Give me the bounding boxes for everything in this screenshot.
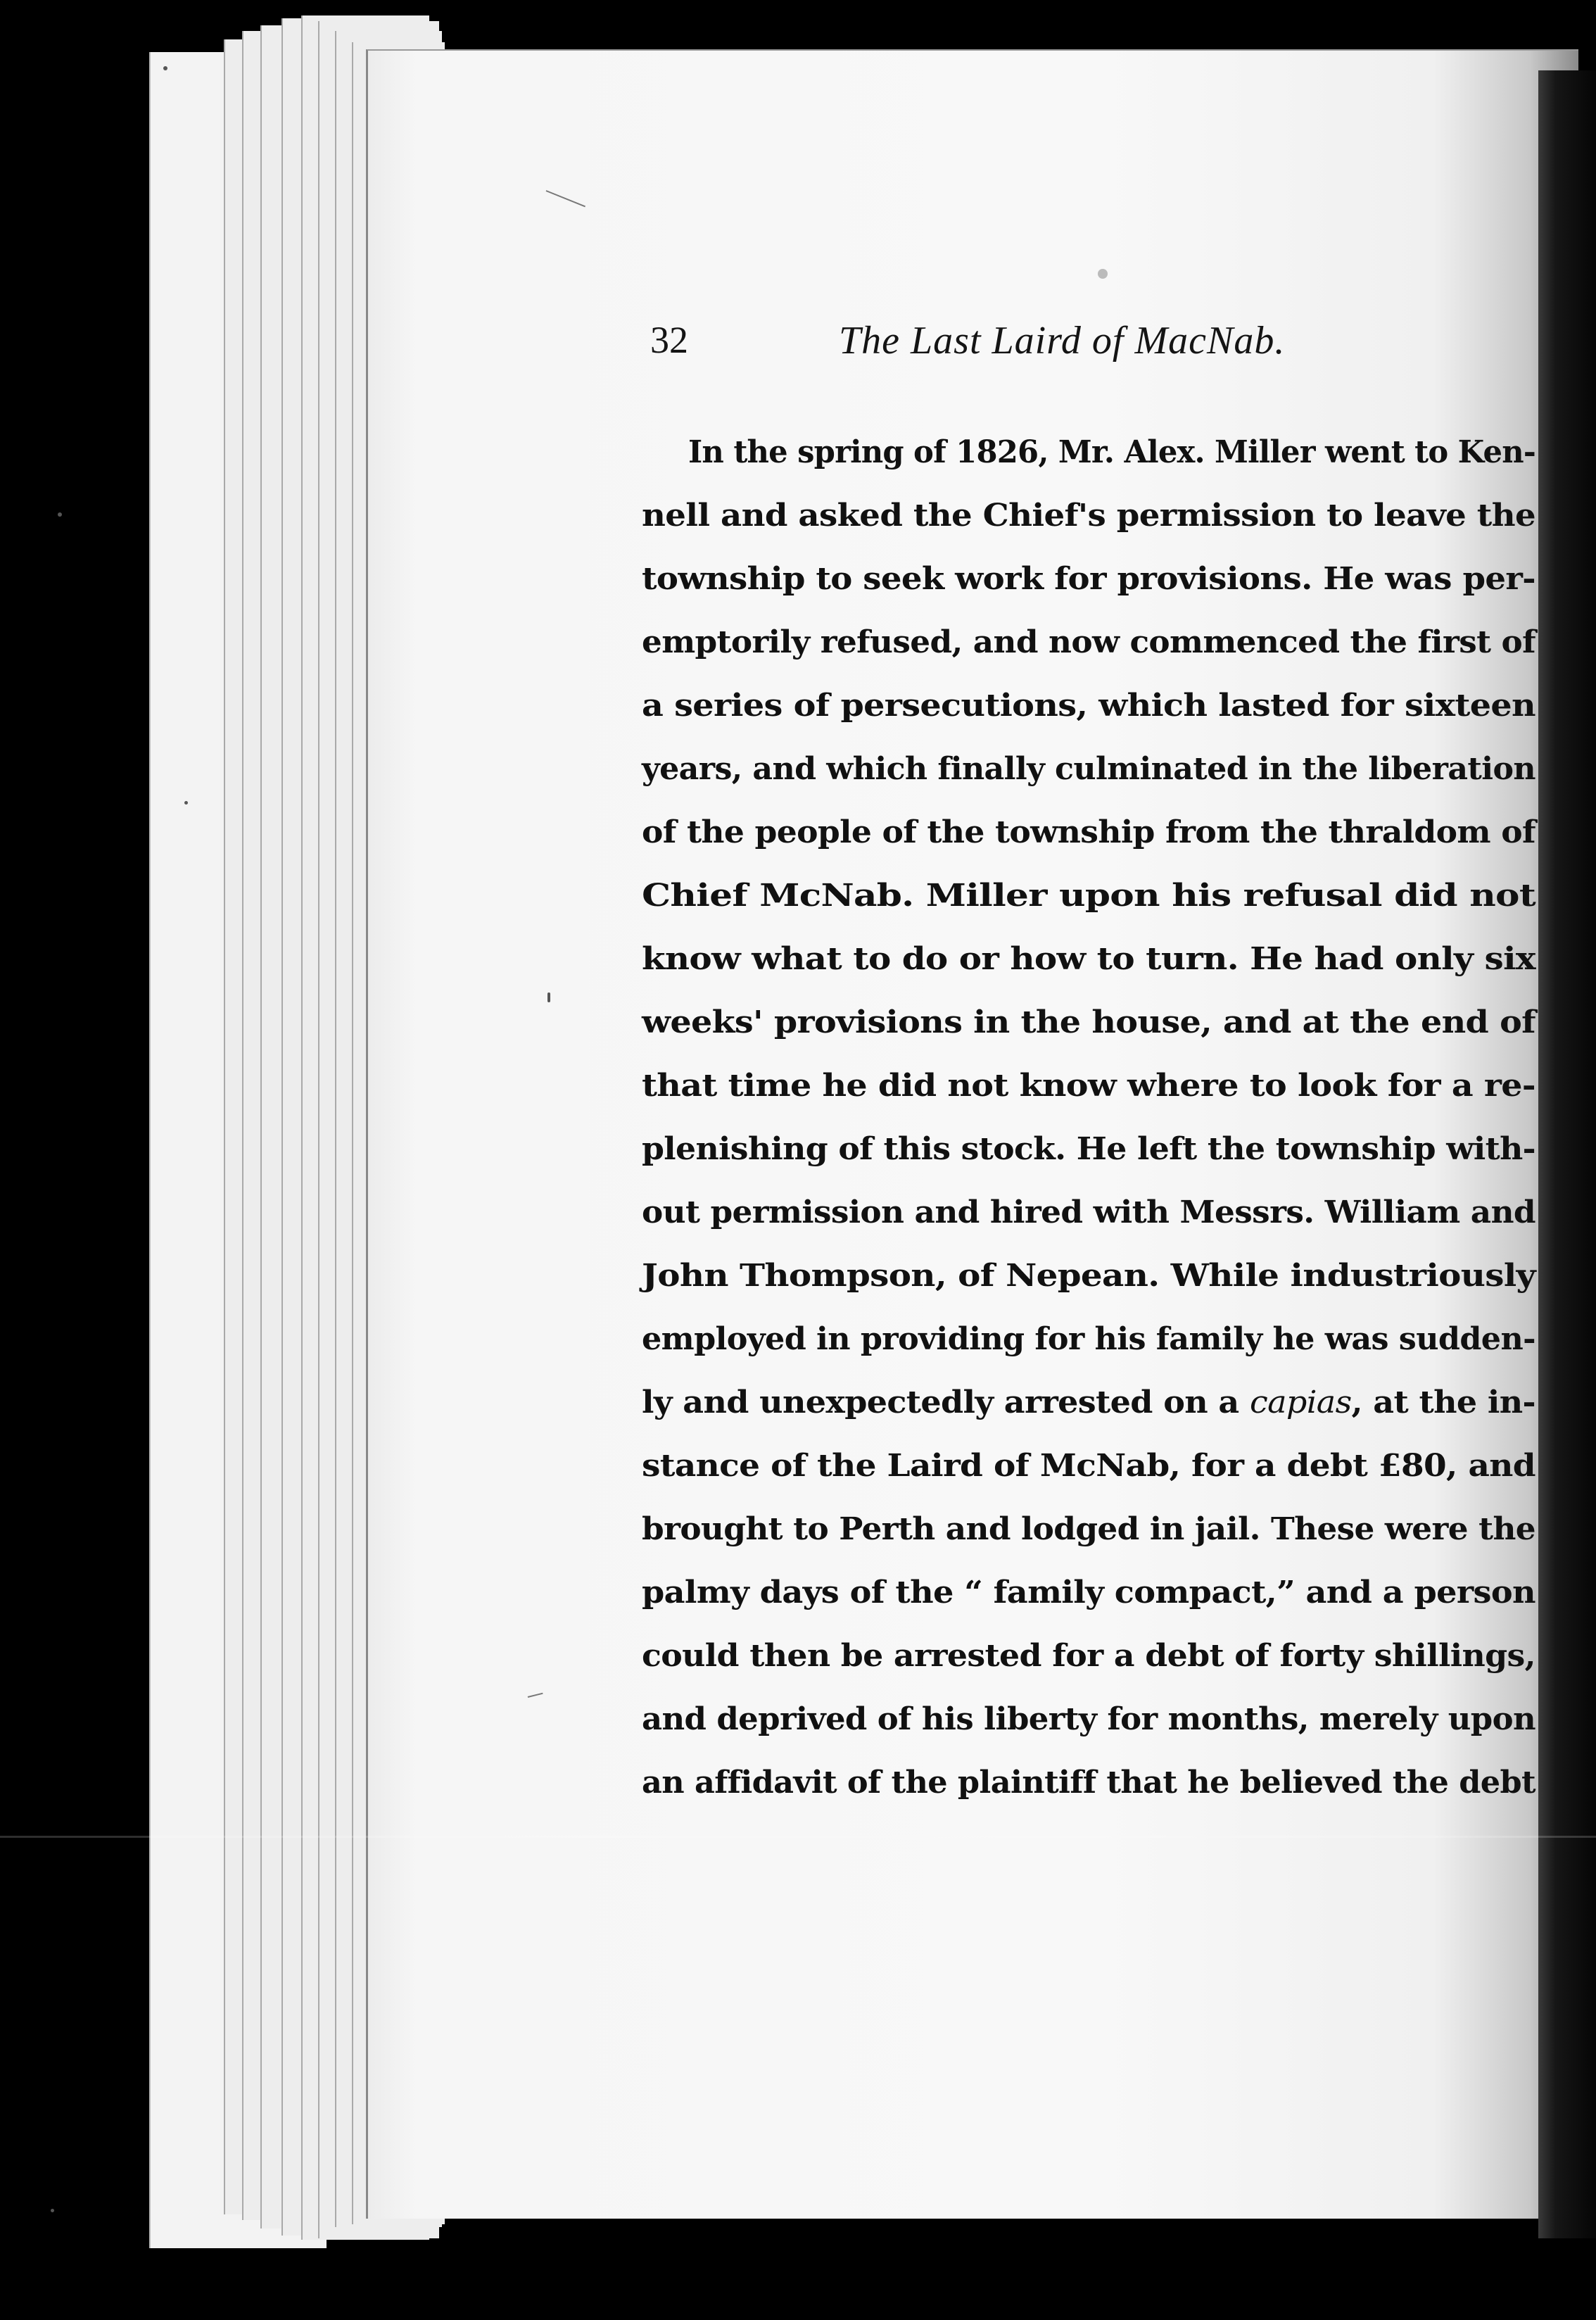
text-line: In the spring of 1826, Mr. Alex. Miller went to Ken-: [688, 434, 1535, 470]
running-header: [650, 318, 1368, 374]
text-line: plenishing of this stock. He left the township with-: [642, 1131, 1535, 1167]
text-line: know what to do or how to turn. He had only six: [642, 941, 1535, 977]
line-text: , at the in-: [1351, 1385, 1535, 1420]
text-line: Chief McNab. Miller upon his refusal did not: [642, 878, 1535, 914]
text-line: and deprived of his liberty for months, merely upon: [642, 1701, 1535, 1737]
text-line: could then be arrested for a debt of forty shillings,: [642, 1638, 1535, 1674]
scan-speck: [184, 801, 188, 805]
scan-artifact: [0, 1836, 1596, 1838]
text-line: nell and asked the Chief's permission to leave the: [642, 498, 1535, 534]
text-line: brought to Perth and lodged in jail. These were the: [642, 1511, 1535, 1547]
scan-speck: [51, 2209, 54, 2212]
line-text: ly and unexpectedly arrested on a: [642, 1385, 1239, 1420]
scan-speck: [163, 66, 167, 70]
text-line: employed in providing for his family he was sudden-: [642, 1321, 1535, 1357]
text-line: weeks' provisions in the house, and at the end of: [642, 1004, 1535, 1040]
binding-shadow: [1538, 70, 1596, 2238]
text-line: palmy days of the “ family compact,” and a person: [642, 1575, 1535, 1610]
scan-speck: [1098, 269, 1108, 279]
text-line: stance of the Laird of McNab, for a debt £80, and: [642, 1448, 1535, 1484]
text-line: [642, 1371, 1535, 1435]
text-line: John Thompson, of Nepean. While industriously: [642, 1258, 1535, 1294]
text-line: years, and which finally culminated in the liberation: [642, 751, 1535, 787]
text-line: of the people of the township from the thraldom of: [642, 814, 1535, 850]
text-line: an affidavit of the plaintiff that he believed the debt: [642, 1765, 1535, 1801]
text-line: a series of persecutions, which lasted for sixteen: [642, 688, 1535, 724]
body-text: [642, 421, 1535, 1815]
text-line: emptorily refused, and now commenced the first of: [642, 624, 1535, 660]
text-line: out permission and hired with Messrs. William and: [642, 1194, 1535, 1230]
page-number: 32: [650, 319, 688, 361]
scan-speck: [58, 512, 62, 517]
italic-term: capias: [1249, 1385, 1352, 1420]
text-line: township to seek work for provisions. He was per-: [642, 561, 1535, 597]
text-line: that time he did not know where to look for a re-: [642, 1068, 1535, 1104]
running-title: The Last Laird of MacNab.: [839, 319, 1286, 362]
scan-speck: [547, 992, 550, 1002]
